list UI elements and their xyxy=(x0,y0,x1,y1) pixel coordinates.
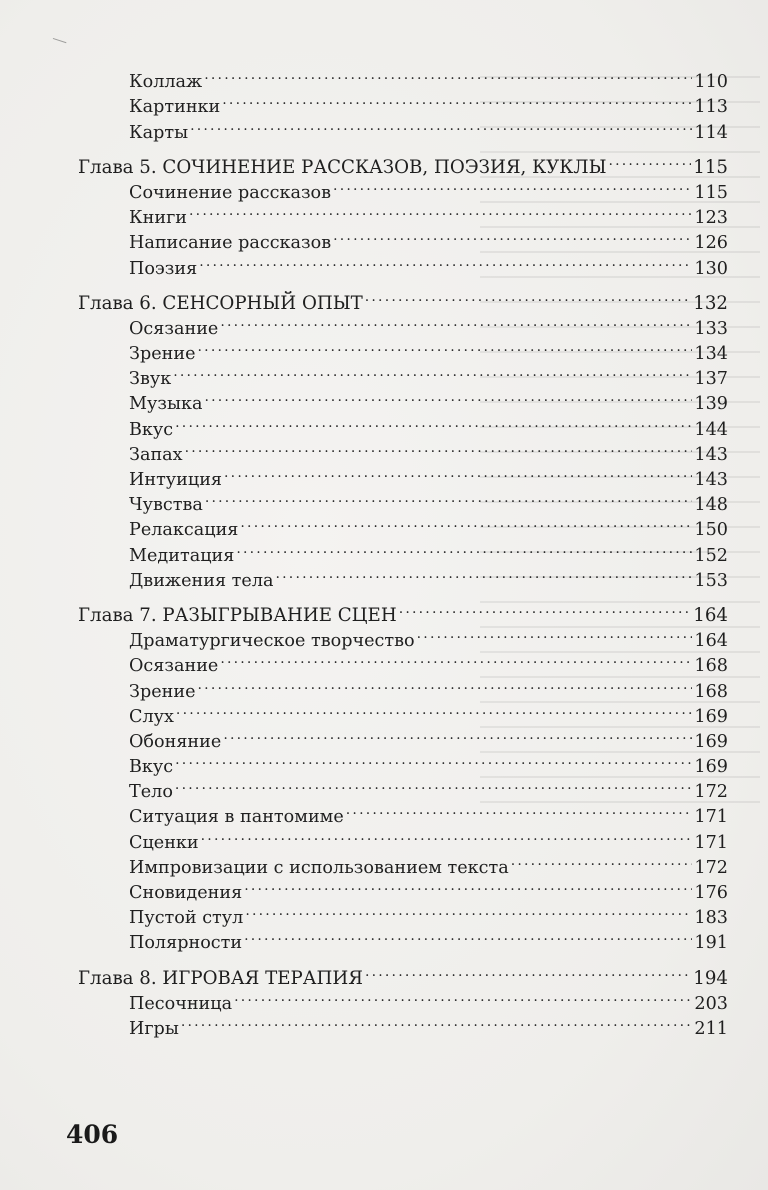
dot-leader xyxy=(198,334,693,359)
dot-leader xyxy=(276,561,693,586)
toc-page-number: 114 xyxy=(694,122,728,143)
dot-leader xyxy=(222,87,692,112)
section-title: Коллаж xyxy=(129,72,203,93)
section-title: Звук xyxy=(129,369,172,390)
dot-leader xyxy=(245,898,692,923)
dot-leader xyxy=(223,722,692,747)
chapter-title: Глава 5. СОЧИНЕНИЕ РАССКАЗОВ, ПОЭЗИЯ, КУКЛЫ xyxy=(78,156,607,178)
section-title: Песочница xyxy=(129,993,233,1014)
toc-page-number: 169 xyxy=(694,757,728,778)
toc-section-entry xyxy=(78,797,728,828)
dot-leader xyxy=(175,409,692,434)
dot-leader xyxy=(204,384,692,409)
toc-page-number: 194 xyxy=(693,967,728,989)
section-title: Запах xyxy=(129,444,183,465)
dot-leader xyxy=(185,435,693,460)
dot-leader xyxy=(234,984,692,1009)
dot-leader xyxy=(173,359,692,384)
toc-chapter-entry xyxy=(78,148,728,178)
toc-page-number: 144 xyxy=(694,419,728,440)
toc-page-number: 168 xyxy=(694,656,728,677)
section-title: Музыка xyxy=(129,394,203,415)
toc-page-number: 211 xyxy=(694,1018,728,1039)
dot-leader xyxy=(176,697,692,722)
dot-leader xyxy=(346,797,693,822)
toc-page-number: 139 xyxy=(694,394,728,415)
section-title: Интуиция xyxy=(129,470,223,490)
toc-chapter-entry xyxy=(78,284,728,314)
toc-page-number: 164 xyxy=(693,604,728,626)
dot-leader xyxy=(240,510,692,535)
section-title: Релаксация xyxy=(129,520,239,541)
toc-section-entry xyxy=(78,62,728,93)
toc-page-number: 132 xyxy=(693,292,728,314)
chapter-title: Глава 8. ИГРОВАЯ ТЕРАПИЯ xyxy=(78,967,363,989)
toc-page-number: 148 xyxy=(694,495,728,516)
section-title: Обоняние xyxy=(129,731,222,752)
toc-page-number: 171 xyxy=(694,807,728,828)
dot-leader xyxy=(236,535,692,560)
toc-page-number: 115 xyxy=(693,156,728,178)
toc-section-entry xyxy=(78,772,728,803)
section-title: Вкус xyxy=(129,757,174,778)
dot-leader xyxy=(224,460,692,485)
page-number: 406 xyxy=(66,1120,119,1149)
toc-section-entry xyxy=(78,435,728,465)
section-title: Сочинение рассказов xyxy=(129,182,332,203)
toc-page-number: 143 xyxy=(694,470,728,490)
dot-leader xyxy=(365,958,691,983)
toc-page-number: 169 xyxy=(694,731,728,752)
section-title: Зрение xyxy=(129,344,196,365)
dot-leader xyxy=(204,62,692,87)
dot-leader xyxy=(417,621,693,646)
dot-leader xyxy=(333,173,692,198)
dot-leader xyxy=(220,309,692,334)
toc-page-number: 172 xyxy=(694,782,728,803)
section-title: Чувства xyxy=(129,495,203,516)
toc-page-number: 126 xyxy=(694,233,728,254)
section-title: Вкус xyxy=(129,419,174,440)
section-title: Ситуация в пантомиме xyxy=(129,807,344,828)
section-title: Игры xyxy=(129,1018,179,1039)
dot-leader xyxy=(220,646,692,671)
toc-page-number: 143 xyxy=(694,444,728,465)
section-title: Движения тела xyxy=(129,570,274,591)
section-title: Картинки xyxy=(129,97,221,118)
section-title: Поэзия xyxy=(129,258,198,279)
toc-section-entry xyxy=(78,722,728,752)
toc-page-number: 191 xyxy=(694,933,728,954)
dot-leader xyxy=(333,223,692,248)
section-title: Книги xyxy=(129,208,188,229)
toc-page-number: 203 xyxy=(694,993,728,1014)
toc-page-number: 168 xyxy=(694,681,728,702)
section-title: Слух xyxy=(129,706,174,727)
toc-page-number: 171 xyxy=(694,832,728,853)
dot-leader xyxy=(175,772,692,797)
section-title: Медитация xyxy=(129,545,235,566)
toc-page-number: 164 xyxy=(694,631,728,652)
section-title: Сновидения xyxy=(129,883,243,903)
dot-leader xyxy=(608,148,691,173)
toc-page-number: 130 xyxy=(694,258,728,279)
toc-section-entry xyxy=(78,747,728,778)
dot-leader xyxy=(205,485,693,510)
dot-leader xyxy=(175,747,692,772)
toc-section-entry xyxy=(78,384,728,415)
section-title: Зрение xyxy=(129,681,196,702)
section-title: Карты xyxy=(129,122,189,143)
dot-leader xyxy=(244,923,692,948)
toc-page-number: 137 xyxy=(694,369,728,390)
dot-leader xyxy=(201,822,693,847)
section-title: Осязание xyxy=(129,318,219,339)
section-title: Тело xyxy=(129,782,173,803)
chapter-title: Глава 7. РАЗЫГРЫВАНИЕ СЦЕН xyxy=(78,604,397,626)
toc-section-entry xyxy=(78,697,728,727)
toc-chapter-entry xyxy=(78,958,728,989)
toc-page-number: 134 xyxy=(694,344,728,365)
toc-page-number: 113 xyxy=(694,97,728,118)
toc-page-number: 183 xyxy=(694,908,728,929)
toc-page-number: 133 xyxy=(694,318,728,339)
section-title: Пустой стул xyxy=(129,908,244,929)
chapter-title: Глава 6. СЕНСОРНЫЙ ОПЫТ xyxy=(78,292,363,314)
dot-leader xyxy=(244,873,692,898)
toc-page-number: 169 xyxy=(694,706,728,727)
dot-leader xyxy=(511,848,693,873)
dot-leader xyxy=(399,596,692,621)
dot-leader xyxy=(189,198,692,223)
toc-page-number: 115 xyxy=(694,182,728,203)
toc-page-number: 176 xyxy=(694,883,728,903)
dot-leader xyxy=(365,284,692,309)
table-of-contents xyxy=(78,62,728,1039)
toc-section-entry xyxy=(78,409,728,440)
toc-page-number: 150 xyxy=(694,520,728,541)
toc-page-number: 152 xyxy=(694,545,728,566)
section-title: Полярности xyxy=(129,933,243,954)
section-title: Импровизации с использованием текста xyxy=(129,857,509,878)
dot-leader xyxy=(190,112,692,137)
section-title: Написание рассказов xyxy=(129,233,332,254)
dot-leader xyxy=(181,1009,693,1034)
toc-page-number: 123 xyxy=(694,208,728,229)
toc-section-entry xyxy=(78,359,728,390)
dot-leader xyxy=(198,671,693,696)
toc-page-number: 153 xyxy=(694,570,728,591)
dot-leader xyxy=(199,248,692,273)
section-title: Драматургическое творчество xyxy=(129,631,415,652)
section-title: Осязание xyxy=(129,656,219,677)
section-title: Сценки xyxy=(129,832,199,853)
toc-page-number: 172 xyxy=(694,857,728,878)
toc-chapter-entry xyxy=(78,596,728,626)
paper-mark xyxy=(52,38,67,47)
toc-page-number: 110 xyxy=(694,72,728,93)
